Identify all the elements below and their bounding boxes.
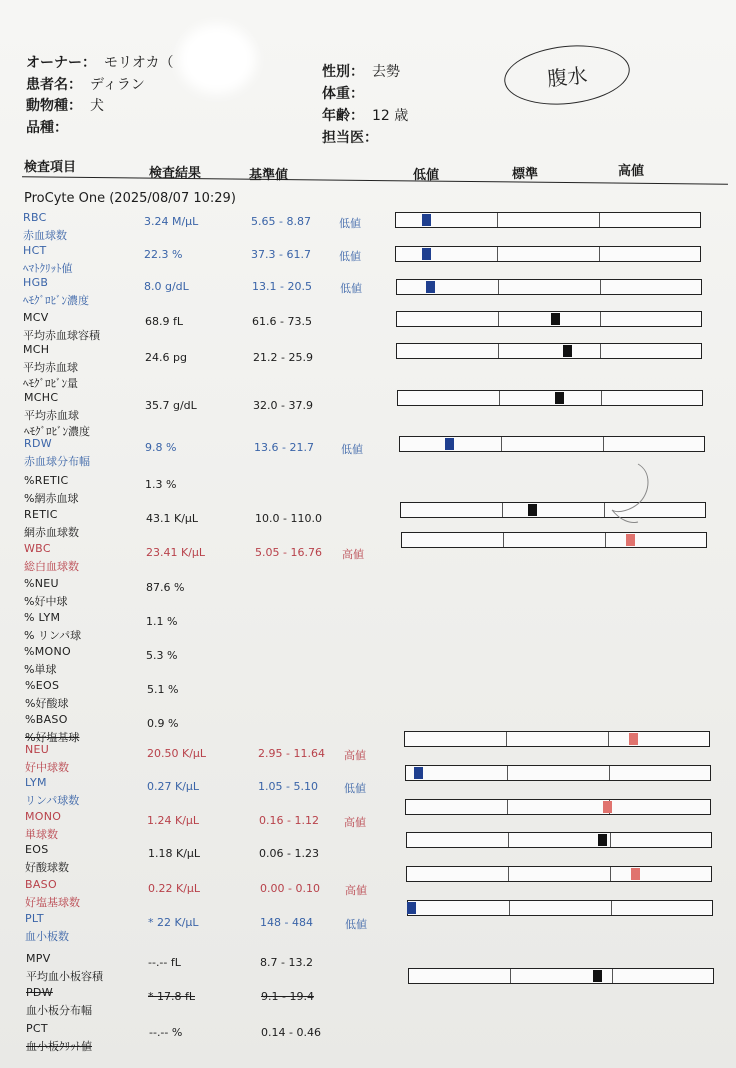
reference-range: 5.05 - 16.76 xyxy=(255,546,322,559)
reference-range: 13.6 - 21.7 xyxy=(254,441,314,454)
column-normal: 標準 xyxy=(512,167,539,182)
result-marker xyxy=(422,214,431,226)
analyte-code: RBC xyxy=(23,211,47,224)
reference-range: 0.14 - 0.46 xyxy=(261,1026,321,1039)
analyte-japanese-name: 血小板数 xyxy=(25,930,69,943)
result-value: 24.6 pg xyxy=(145,351,187,364)
range-bar-low-divider xyxy=(510,969,511,983)
analyte-japanese-name: 総白血球数 xyxy=(24,560,79,573)
range-bar xyxy=(405,765,711,781)
status-flag: 高値 xyxy=(344,749,366,762)
range-bar-low-divider xyxy=(506,732,507,746)
range-bar xyxy=(406,866,712,882)
analyte-japanese-name: %好酸球 xyxy=(25,697,69,710)
range-bar-high-divider xyxy=(599,213,600,227)
analyte-japanese-name: 血小板ｸﾘｯﾄ値 xyxy=(26,1040,92,1053)
result-marker xyxy=(563,345,572,357)
column-low: 低値 xyxy=(413,168,440,183)
patient-value: ディラン xyxy=(90,77,145,93)
vet-row xyxy=(322,127,386,147)
analyte-japanese-name: リンパ球数 xyxy=(25,794,80,807)
sex-value: 去勢 xyxy=(372,64,400,80)
result-value: 1.1 % xyxy=(146,615,178,628)
analyte-code: MCHC xyxy=(24,391,59,404)
result-marker xyxy=(414,767,423,779)
status-flag: 高値 xyxy=(345,884,367,897)
analyte-code: PLT xyxy=(25,912,44,925)
status-flag: 低値 xyxy=(345,918,367,931)
result-value: 0.22 K/μL xyxy=(148,882,201,895)
status-flag: 低値 xyxy=(339,250,361,263)
patient-row xyxy=(26,74,145,94)
result-marker xyxy=(555,392,564,404)
analyte-code: %NEU xyxy=(24,577,59,590)
result-marker xyxy=(426,281,435,293)
result-value: 1.24 K/μL xyxy=(147,814,200,827)
result-value: 0.27 K/μL xyxy=(147,780,200,793)
status-flag: 低値 xyxy=(344,782,366,795)
reference-range: 148 - 484 xyxy=(260,916,313,929)
column-high: 高値 xyxy=(618,164,645,179)
range-bar xyxy=(400,502,706,518)
range-bar-high-divider xyxy=(600,280,601,294)
range-bar-low-divider xyxy=(498,312,499,326)
analyte-japanese-name: 赤血球数 xyxy=(23,229,67,242)
status-flag: 高値 xyxy=(344,816,366,829)
range-bar-low-divider xyxy=(501,437,502,451)
analyte-japanese-name: 網赤血球数 xyxy=(24,526,79,539)
result-value: 22.3 % xyxy=(144,248,183,261)
analyte-japanese-name: %好塩基球 xyxy=(25,731,80,744)
device-timestamp: ProCyte One (2025/08/07 10:29) xyxy=(24,191,236,206)
result-marker xyxy=(631,868,640,880)
analyte-japanese-name: 平均赤血球 xyxy=(24,409,79,422)
analyte-code: %BASO xyxy=(25,713,68,726)
range-bar-high-divider xyxy=(599,247,600,261)
range-bar xyxy=(397,390,703,406)
result-value: 3.24 M/μL xyxy=(144,215,199,228)
breed-label: 品種： xyxy=(26,120,68,136)
analyte-code: PCT xyxy=(26,1022,48,1035)
range-bar-high-divider xyxy=(605,533,606,547)
result-value: 9.8 % xyxy=(145,441,177,454)
analyte-code: %RETIC xyxy=(24,474,69,487)
reference-range: 5.65 - 8.87 xyxy=(251,215,311,228)
status-flag: 低値 xyxy=(339,217,361,230)
age-label: 年齢： xyxy=(322,108,364,124)
range-bar-high-divider xyxy=(609,766,610,780)
range-bar-low-divider xyxy=(499,391,500,405)
range-bar-high-divider xyxy=(611,901,612,915)
result-marker xyxy=(603,801,612,813)
range-bar xyxy=(399,436,705,452)
handwritten-note-text: 腹水 xyxy=(546,62,589,91)
analyte-japanese-name: 平均赤血球容積 xyxy=(23,329,100,342)
range-bar-low-divider xyxy=(507,800,508,814)
result-value: 1.3 % xyxy=(145,478,177,491)
range-bar-high-divider xyxy=(608,732,609,746)
reference-range: 10.0 - 110.0 xyxy=(255,512,322,525)
pen-scribble xyxy=(600,462,660,526)
owner-label: オーナー： xyxy=(26,55,96,71)
range-bar-low-divider xyxy=(508,867,509,881)
owner-row xyxy=(26,52,173,72)
range-bar-low-divider xyxy=(498,280,499,294)
range-bar xyxy=(407,900,713,916)
range-bar-high-divider xyxy=(600,312,601,326)
analyte-japanese-name: %単球 xyxy=(24,663,57,676)
result-value: 43.1 K/μL xyxy=(146,512,199,525)
analyte-code: MPV xyxy=(26,952,51,965)
status-flag: 低値 xyxy=(341,443,363,456)
result-value: * 17.8 fL xyxy=(148,990,195,1003)
analyte-code: RETIC xyxy=(24,508,58,521)
patient-label: 患者名： xyxy=(26,77,82,93)
result-value: 20.50 K/μL xyxy=(147,747,207,760)
analyte-code: %EOS xyxy=(25,679,60,692)
analyte-japanese-name: 血小板分布幅 xyxy=(26,1004,92,1017)
range-bar xyxy=(396,343,702,359)
result-marker xyxy=(626,534,635,546)
reference-range: 0.00 - 0.10 xyxy=(260,882,320,895)
vet-label: 担当医： xyxy=(322,130,378,146)
species-row xyxy=(26,95,104,115)
analyte-code: EOS xyxy=(25,843,49,856)
analyte-code: HCT xyxy=(23,244,47,257)
analyte-japanese-name: 単球数 xyxy=(25,828,58,841)
range-bar xyxy=(395,246,701,262)
reference-range: 9.1 - 19.4 xyxy=(261,990,314,1003)
range-bar-high-divider xyxy=(610,867,611,881)
result-value: 87.6 % xyxy=(146,581,185,594)
range-bar-low-divider xyxy=(508,833,509,847)
result-value: * 22 K/μL xyxy=(148,916,199,929)
analyte-japanese-name: ﾍﾏﾄｸﾘｯﾄ値 xyxy=(23,262,73,275)
analyte-japanese-name-line2: ﾍﾓｸﾞﾛﾋﾞﾝ濃度 xyxy=(24,425,90,438)
result-value: 5.3 % xyxy=(146,649,178,662)
reference-range: 32.0 - 37.9 xyxy=(253,399,313,412)
result-marker xyxy=(598,834,607,846)
range-bar xyxy=(404,731,710,747)
range-bar xyxy=(396,311,702,327)
analyte-code: HGB xyxy=(23,276,49,289)
owner-value: モリオカ（ xyxy=(104,55,174,71)
analyte-code: PDW xyxy=(26,986,53,999)
analyte-code: LYM xyxy=(25,776,47,789)
column-reference: 基準値 xyxy=(249,168,289,183)
analyte-code: NEU xyxy=(25,743,50,756)
analyte-code: BASO xyxy=(25,878,57,891)
analyte-code: MCV xyxy=(23,311,49,324)
range-bar xyxy=(401,532,707,548)
sex-label: 性別： xyxy=(322,64,364,80)
range-bar-low-divider xyxy=(497,247,498,261)
range-bar-low-divider xyxy=(502,503,503,517)
result-value: 23.41 K/μL xyxy=(146,546,206,559)
range-bar xyxy=(408,968,714,984)
range-bar-high-divider xyxy=(610,833,611,847)
range-bar xyxy=(396,279,702,295)
reference-range: 2.95 - 11.64 xyxy=(258,747,325,760)
species-value: 犬 xyxy=(90,98,104,114)
result-marker xyxy=(528,504,537,516)
sex-row xyxy=(322,61,400,81)
analyte-code: WBC xyxy=(24,542,51,555)
range-bar xyxy=(395,212,701,228)
analyte-japanese-name: 平均赤血球 xyxy=(23,361,78,374)
range-bar-low-divider xyxy=(497,213,498,227)
reference-range: 13.1 - 20.5 xyxy=(252,280,312,293)
analyte-japanese-name: 好中球数 xyxy=(25,761,69,774)
analyte-japanese-name: 平均血小板容積 xyxy=(26,970,103,983)
result-marker xyxy=(551,313,560,325)
result-value: 8.0 g/dL xyxy=(144,280,189,293)
analyte-japanese-name: 赤血球分布幅 xyxy=(24,455,90,468)
result-marker xyxy=(445,438,454,450)
range-bar xyxy=(406,832,712,848)
analyte-japanese-name: %網赤血球 xyxy=(24,492,79,505)
handwritten-note xyxy=(501,40,632,111)
reference-range: 21.2 - 25.9 xyxy=(253,351,313,364)
reference-range: 0.06 - 1.23 xyxy=(259,847,319,860)
column-item: 検査項目 xyxy=(24,160,77,175)
age-value: 12 歳 xyxy=(372,108,409,124)
analyte-code: % LYM xyxy=(24,611,61,624)
analyte-code: %MONO xyxy=(24,645,71,658)
result-marker xyxy=(422,248,431,260)
result-value: 68.9 fL xyxy=(145,315,183,328)
result-value: 35.7 g/dL xyxy=(145,399,197,412)
breed-row xyxy=(26,117,76,137)
range-bar-high-divider xyxy=(603,437,604,451)
species-label: 動物種： xyxy=(26,98,82,114)
redaction-blur xyxy=(178,24,256,94)
analyte-japanese-name: ﾍﾓｸﾞﾛﾋﾞﾝ濃度 xyxy=(23,294,89,307)
status-flag: 高値 xyxy=(342,548,364,561)
analyte-code: MCH xyxy=(23,343,50,356)
range-bar-high-divider xyxy=(600,344,601,358)
status-flag: 低値 xyxy=(340,282,362,295)
range-bar-high-divider xyxy=(612,969,613,983)
analyte-code: RDW xyxy=(24,437,52,450)
analyte-japanese-name: 好塩基球数 xyxy=(25,896,80,909)
result-value: 5.1 % xyxy=(147,683,179,696)
analyte-japanese-name-line2: ﾍﾓｸﾞﾛﾋﾞﾝ量 xyxy=(23,377,78,390)
result-value: 0.9 % xyxy=(147,717,179,730)
analyte-japanese-name: % リンパ球 xyxy=(24,629,82,642)
reference-range: 8.7 - 13.2 xyxy=(260,956,313,969)
analyte-japanese-name: 好酸球数 xyxy=(25,861,69,874)
reference-range: 1.05 - 5.10 xyxy=(258,780,318,793)
range-bar-low-divider xyxy=(507,766,508,780)
reference-range: 37.3 - 61.7 xyxy=(251,248,311,261)
range-bar xyxy=(405,799,711,815)
reference-range: 61.6 - 73.5 xyxy=(252,315,312,328)
range-bar-low-divider xyxy=(509,901,510,915)
range-bar-low-divider xyxy=(503,533,504,547)
result-value: --.-- fL xyxy=(148,956,181,969)
result-marker xyxy=(407,902,416,914)
result-marker xyxy=(629,733,638,745)
weight-row xyxy=(322,83,372,103)
age-row xyxy=(322,105,408,125)
range-bar-low-divider xyxy=(498,344,499,358)
reference-range: 0.16 - 1.12 xyxy=(259,814,319,827)
range-bar-high-divider xyxy=(601,391,602,405)
result-marker xyxy=(593,970,602,982)
analyte-code: MONO xyxy=(25,810,62,823)
result-value: 1.18 K/μL xyxy=(148,847,201,860)
weight-label: 体重： xyxy=(322,86,364,102)
result-value: --.-- % xyxy=(149,1026,183,1039)
analyte-japanese-name: %好中球 xyxy=(24,595,68,608)
column-result: 検査結果 xyxy=(149,166,202,181)
